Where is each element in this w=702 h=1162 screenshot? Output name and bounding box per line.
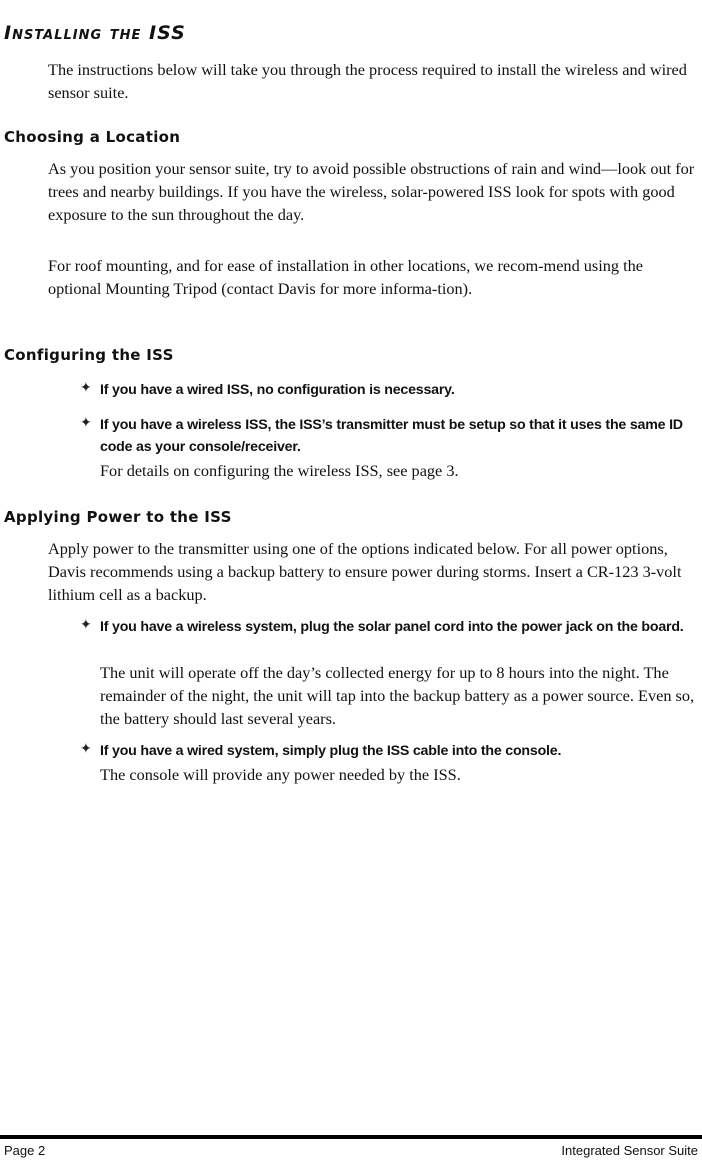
section-heading-location: Choosing a Location (4, 128, 181, 146)
power-paragraph: Apply power to the transmitter using one of the options indicated below. For all power options, Davis recommends using a backup battery to ensure power during storms. Insert a CR-123 3-volt lithium cell as a backup. (48, 539, 682, 604)
footer-page-number: Page 2 (4, 1143, 46, 1158)
footer-document-title: Integrated Sensor Suite (561, 1143, 698, 1158)
page-title: Installing the ISS (4, 22, 186, 44)
config-bullet-1-heading: If you have a wired ISS, no configuration is necessary. (100, 382, 455, 398)
bullet-star-icon: ✦ (80, 741, 92, 757)
intro-paragraph: The instructions below will take you through the process required to install the wireless and wired sensor suite. (48, 60, 687, 102)
power-bullet-1-body: The unit will operate off the day’s collected energy for up to 8 hours into the night. The remainder of the night, the unit will tap into the backup battery as a power source. Even so, the battery should last several years. (100, 663, 695, 728)
section-heading-configuring: Configuring the ISS (4, 346, 174, 364)
power-bullet-2-body: The console will provide any power needed by the ISS. (100, 765, 461, 784)
bullet-star-icon: ✦ (80, 415, 92, 431)
bullet-star-icon: ✦ (80, 380, 92, 396)
power-bullet-1-heading: If you have a wireless system, plug the solar panel cord into the power jack on the board. (100, 619, 684, 635)
location-paragraph-2: For roof mounting, and for ease of installation in other locations, we recom-mend using the optional Mounting Tripod (contact Davis for more informa-tion). (48, 256, 644, 298)
location-paragraph-1: As you position your sensor suite, try to avoid possible obstructions of rain and wind—look out for trees and nearby buildings. If you have the wireless, solar-powered ISS look for spots with good exposure to the sun throughout the day. (48, 159, 695, 224)
footer-rule (0, 1135, 702, 1139)
section-heading-power: Applying Power to the ISS (4, 508, 232, 526)
power-bullet-2-heading: If you have a wired system, simply plug the ISS cable into the console. (100, 743, 562, 759)
config-bullet-2-heading: If you have a wireless ISS, the ISS’s transmitter must be setup so that it uses the same ID code as your console/receiver. (100, 417, 683, 455)
config-bullet-2-body: For details on configuring the wireless ISS, see page 3. (100, 461, 459, 480)
bullet-star-icon: ✦ (80, 617, 92, 633)
